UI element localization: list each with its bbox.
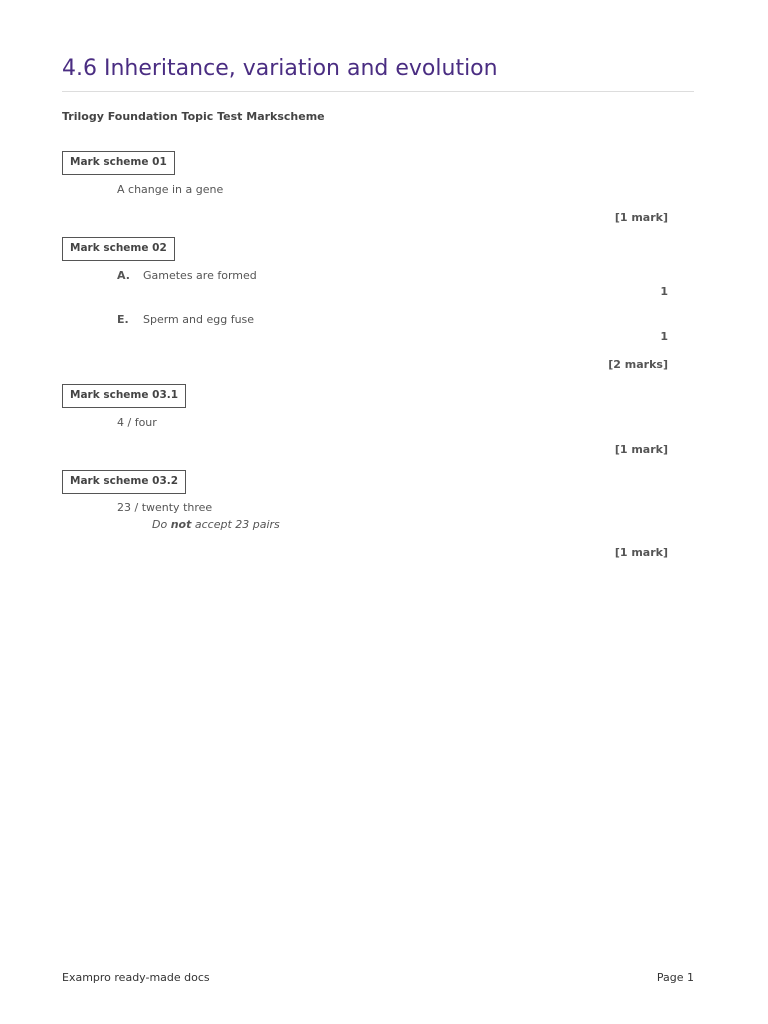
- page-title: 4.6 Inheritance, variation and evolution: [62, 56, 694, 92]
- item-text: Sperm and egg fuse: [143, 313, 255, 326]
- item-letter: E.: [117, 313, 129, 326]
- item-letter: A.: [117, 269, 130, 282]
- mark-scheme-01-answer: A change in a gene: [117, 183, 224, 196]
- note-suffix: accept 23 pairs: [191, 518, 280, 531]
- mark-scheme-02-total: [2 marks]: [608, 358, 668, 371]
- mark-scheme-02-item-a: [117, 269, 257, 282]
- mark-scheme-02-item-e-mark: 1: [660, 330, 668, 343]
- mark-scheme-03-1-total: [1 mark]: [614, 443, 668, 456]
- document-subtitle: Trilogy Foundation Topic Test Markscheme: [62, 110, 325, 123]
- mark-scheme-01-label: Mark scheme 01: [62, 151, 175, 175]
- mark-scheme-02-label: Mark scheme 02: [62, 237, 175, 261]
- mark-scheme-03-2-label: Mark scheme 03.2: [62, 470, 186, 494]
- page-number: Page 1: [656, 971, 694, 984]
- note-emphasis: not: [170, 518, 192, 531]
- mark-scheme-03-1-answer: 4 / four: [117, 416, 157, 429]
- mark-scheme-03-2-note: [152, 518, 280, 531]
- mark-scheme-03-1-label: Mark scheme 03.1: [62, 384, 186, 408]
- footer-source: Exampro ready-made docs: [62, 971, 210, 984]
- item-text: Gametes are formed: [143, 269, 257, 282]
- mark-scheme-01-total: [1 mark]: [614, 211, 668, 224]
- mark-scheme-02-item-a-mark: 1: [660, 285, 668, 298]
- mark-scheme-03-2-total: [1 mark]: [614, 546, 668, 559]
- note-prefix: Do: [152, 518, 171, 531]
- mark-scheme-03-2-answer: 23 / twenty three: [117, 501, 213, 514]
- mark-scheme-02-item-e: [117, 313, 254, 326]
